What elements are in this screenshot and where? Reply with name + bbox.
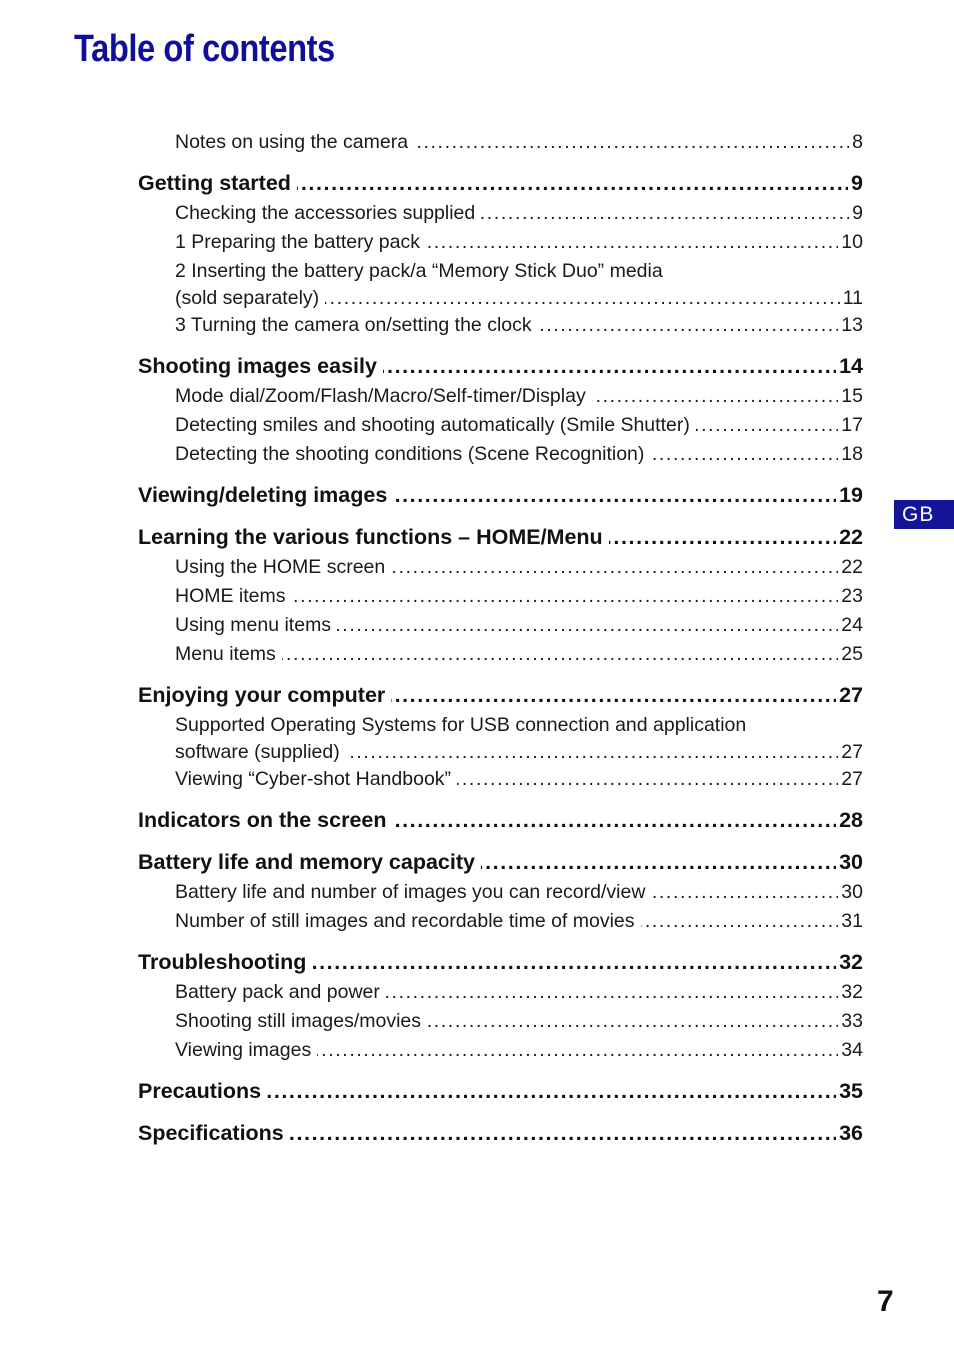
- toc-entry[interactable]: [175, 553, 863, 582]
- toc-entry-page: 31: [841, 910, 863, 932]
- toc-entry-label: Detecting smiles and shooting automatically (Smile Shutter): [175, 414, 690, 436]
- toc-section-heading[interactable]: [138, 680, 863, 711]
- dot-leader: [426, 228, 838, 257]
- toc-entry-label: Checking the accessories supplied: [175, 202, 476, 224]
- dot-leader: [651, 878, 838, 907]
- toc-section-heading[interactable]: [138, 480, 863, 511]
- toc-entry-page: 18: [841, 443, 863, 465]
- toc-entry[interactable]: [175, 878, 863, 907]
- toc-entry[interactable]: [175, 286, 863, 311]
- toc-entry-page: 35: [839, 1079, 863, 1103]
- toc-entry-page: 24: [841, 614, 863, 636]
- toc-entry-page: 14: [839, 354, 863, 378]
- dot-leader: [538, 311, 839, 340]
- toc-entry-label: Menu items: [175, 643, 276, 665]
- toc-entry-page: 28: [839, 808, 863, 832]
- toc-entry-page: 27: [841, 741, 863, 763]
- toc-entry-label: Detecting the shooting conditions (Scene Recognition): [175, 443, 645, 465]
- toc-section-heading[interactable]: [138, 847, 863, 878]
- toc-entry[interactable]: [175, 907, 863, 936]
- toc-entry-page: 22: [839, 525, 863, 549]
- toc-entry-page: 9: [851, 171, 863, 195]
- toc-entry-page: 10: [841, 231, 863, 253]
- language-tab: GB: [894, 500, 954, 529]
- toc-entry-label: Troubleshooting: [138, 950, 307, 974]
- toc-entry-label: Learning the various functions – HOME/Menu: [138, 525, 603, 549]
- toc-entry[interactable]: [175, 640, 863, 669]
- dot-leader: [481, 199, 849, 228]
- dot-leader: [346, 740, 839, 765]
- toc-entry[interactable]: [175, 228, 863, 257]
- toc-entry-label-line: Supported Operating Systems for USB connection and application: [175, 714, 747, 736]
- toc-section-heading[interactable]: [138, 805, 863, 836]
- toc-entry-page: 27: [841, 768, 863, 790]
- toc-entry-page: 13: [841, 314, 863, 336]
- toc-entry-page: 15: [841, 385, 863, 407]
- toc-entry-label: 1 Preparing the battery pack: [175, 231, 420, 253]
- toc-entry-page: 11: [842, 287, 863, 309]
- toc-entry-label: HOME items: [175, 585, 286, 607]
- dot-leader: [337, 611, 838, 640]
- dot-leader: [650, 440, 838, 469]
- toc-entry-label: Using the HOME screen: [175, 556, 386, 578]
- toc-entry-page: 17: [841, 414, 863, 436]
- toc-entry-page: 34: [841, 1039, 863, 1061]
- toc-entry-label: Indicators on the screen: [138, 808, 387, 832]
- toc-entry-page: 30: [841, 881, 863, 903]
- dot-leader: [393, 480, 836, 511]
- toc-entry-page: 30: [839, 850, 863, 874]
- toc-entry-label: Battery pack and power: [175, 981, 380, 1003]
- toc-entry-label: (sold separately): [175, 287, 320, 309]
- toc-entry-label: Specifications: [138, 1121, 284, 1145]
- toc-entry[interactable]: [175, 765, 863, 794]
- dot-leader: [290, 1118, 836, 1149]
- dot-leader: [427, 1007, 838, 1036]
- toc-entry-page: 36: [839, 1121, 863, 1145]
- dot-leader: [391, 680, 836, 711]
- toc-entry[interactable]: [175, 740, 863, 765]
- dot-leader: [592, 382, 839, 411]
- dot-leader: [317, 1036, 838, 1065]
- toc-entry[interactable]: [175, 382, 863, 411]
- toc-entry-page: 32: [839, 950, 863, 974]
- toc-entry-label: 3 Turning the camera on/setting the clock: [175, 314, 532, 336]
- toc-entry-label: Number of still images and recordable time of movies: [175, 910, 635, 932]
- toc-entry[interactable]: [175, 1007, 863, 1036]
- toc-entry-label: Mode dial/Zoom/Flash/Macro/Self-timer/Display: [175, 385, 586, 407]
- toc-entry-page: 27: [839, 683, 863, 707]
- toc-entry-page: 33: [841, 1010, 863, 1032]
- toc-entry-lead[interactable]: [175, 128, 863, 157]
- toc-section-heading[interactable]: [138, 168, 863, 199]
- toc-entry-label: Notes on using the camera: [175, 131, 409, 153]
- toc-entry-page: 22: [841, 556, 863, 578]
- dot-leader: [391, 553, 838, 582]
- toc-section-heading[interactable]: [138, 1076, 863, 1107]
- toc-entry-label: Using menu items: [175, 614, 332, 636]
- toc-entry-page: 25: [841, 643, 863, 665]
- dot-leader: [282, 640, 839, 669]
- dot-leader: [292, 582, 839, 611]
- dot-leader: [267, 1076, 836, 1107]
- dot-leader: [386, 978, 838, 1007]
- toc-entry[interactable]: [175, 611, 863, 640]
- toc-entry-label: Battery life and number of images you can record/view: [175, 881, 646, 903]
- toc-entry[interactable]: [175, 582, 863, 611]
- toc-entry-label: Shooting still images/movies: [175, 1010, 422, 1032]
- toc-entry-label: Battery life and memory capacity: [138, 850, 475, 874]
- toc-entry-label: Viewing images: [175, 1039, 312, 1061]
- toc-section-heading[interactable]: [138, 522, 863, 553]
- dot-leader: [457, 765, 838, 794]
- toc-entry[interactable]: [175, 440, 863, 469]
- toc-entry-label: Precautions: [138, 1079, 262, 1103]
- toc-section-heading[interactable]: [138, 1118, 863, 1149]
- toc-section-heading[interactable]: [138, 351, 863, 382]
- page-title: Table of contents: [74, 28, 335, 70]
- table-of-contents: [138, 128, 863, 1149]
- toc-entry-label: Viewing/deleting images: [138, 483, 388, 507]
- toc-entry-page: 23: [841, 585, 863, 607]
- page-number: 7: [877, 1285, 894, 1318]
- toc-entry-label: Shooting images easily: [138, 354, 377, 378]
- toc-entry-label: Enjoying your computer: [138, 683, 386, 707]
- toc-entry-label: software (supplied): [175, 741, 340, 763]
- toc-entry-page: 19: [839, 483, 863, 507]
- toc-entry-page: 9: [852, 202, 863, 224]
- dot-leader: [414, 128, 849, 157]
- dot-leader: [609, 522, 836, 553]
- toc-entry[interactable]: [175, 978, 863, 1007]
- toc-section-heading[interactable]: [138, 947, 863, 978]
- dot-leader: [325, 286, 840, 311]
- dot-leader: [297, 168, 848, 199]
- dot-leader: [696, 411, 838, 440]
- toc-entry-page: 32: [841, 981, 863, 1003]
- dot-leader: [641, 907, 839, 936]
- dot-leader: [393, 805, 837, 836]
- toc-entry[interactable]: [175, 411, 863, 440]
- toc-entry-label-line: 2 Inserting the battery pack/a “Memory Stick Duo” media: [175, 260, 663, 282]
- toc-entry-label: Getting started: [138, 171, 291, 195]
- dot-leader: [481, 847, 836, 878]
- dot-leader: [383, 351, 836, 382]
- toc-entry[interactable]: [175, 199, 863, 228]
- toc-entry[interactable]: [175, 311, 863, 340]
- toc-entry[interactable]: [175, 1036, 863, 1065]
- toc-entry-label: Viewing “Cyber-shot Handbook”: [175, 768, 452, 790]
- dot-leader: [312, 947, 836, 978]
- toc-entry-page: 8: [852, 131, 863, 153]
